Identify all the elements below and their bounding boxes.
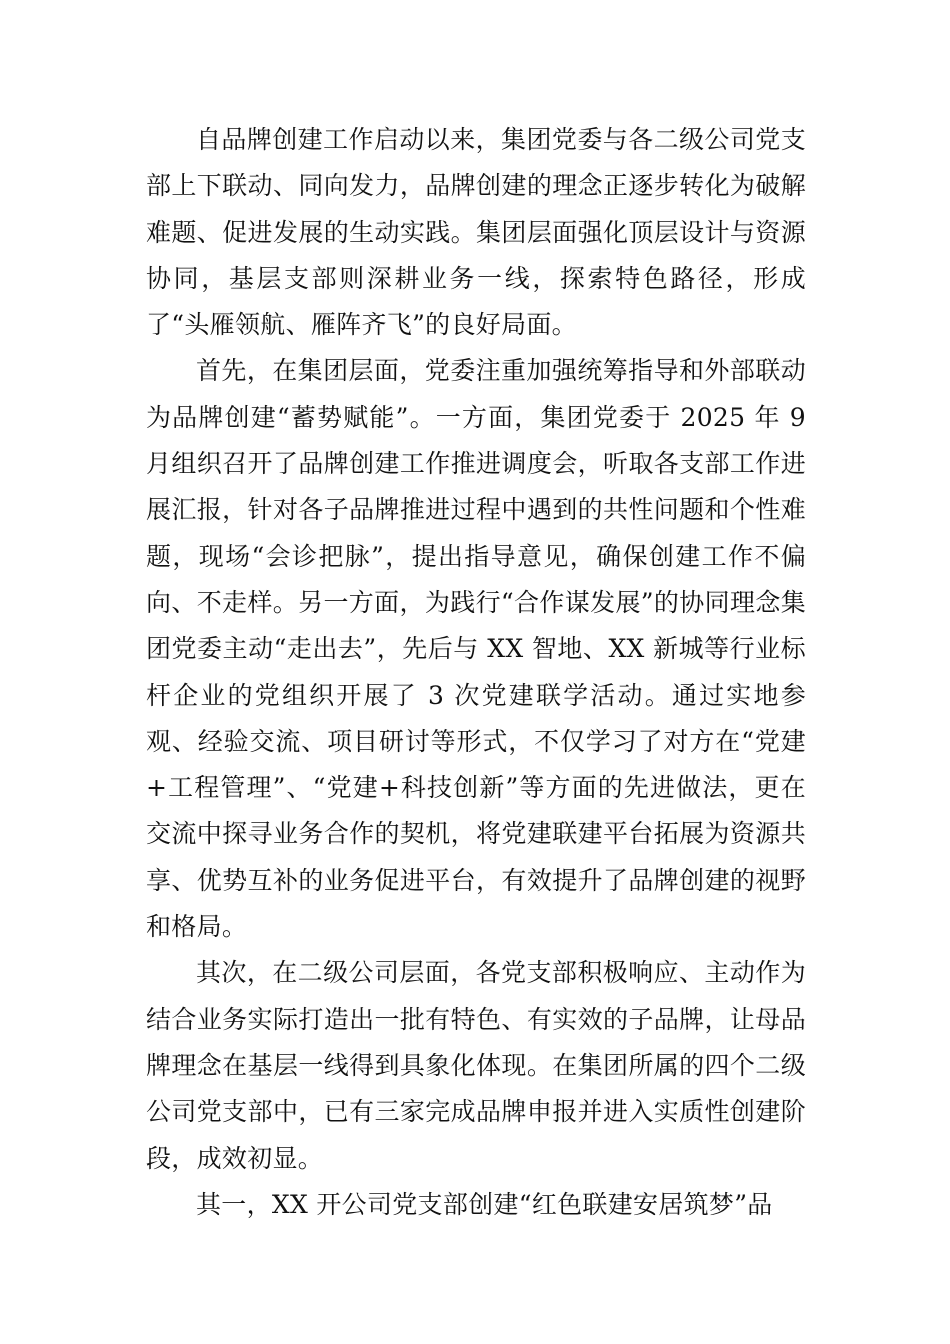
document-body [146,117,806,1228]
paragraph-first-example: 其一，XX 开公司党支部创建“红色联建安居筑梦”品 [196,1189,773,1219]
paragraph-intro: 自品牌创建工作启动以来，集团党委与各二级公司党支部上下联动、同向发力，品牌创建的理念正逐步转化为破解难题、促进发展的生动实践。集团层面强化顶层设计与资源协同，基层支部则深耕业务一线，探索特色路径，形成了“头雁领航、雁阵齐飞”的良好局面。 [146,125,806,340]
paragraph-group-level: 首先，在集团层面，党委注重加强统筹指导和外部联动为品牌创建“蓄势赋能”。一方面，集团党委于 2025 年 9 月组织召开了品牌创建工作推进调度会，听取各支部工作进展汇报，针对各子品牌推进过程中遇到的共性问题和个性难题，现场“会诊把脉”，提出指导意见，确保创建工作不偏向、不走样。另一方面，为践行“合作谋发展”的协同理念集团党委主动“走出去”，先后与 XX 智地、XX 新城等行业标杆企业的党组织开展了 3 次党建联学活动。通过实地参观、经验交流、项目研讨等形式，不仅学习了对方在“党建+工程管理”、“党建+科技创新”等方面的先进做法，更在交流中探寻业务合作的契机，将党建联建平台拓展为资源共享、优势互补的业务促进平台，有效提升了品牌创建的视野和格局。 [146,356,806,942]
paragraph-subsidiary-level: 其次，在二级公司层面，各党支部积极响应、主动作为结合业务实际打造出一批有特色、有实效的子品牌，让母品牌理念在基层一线得到具象化体现。在集团所属的四个二级公司党支部中，已有三家完成品牌申报并进入实质性创建阶段，成效初显。 [146,958,806,1173]
